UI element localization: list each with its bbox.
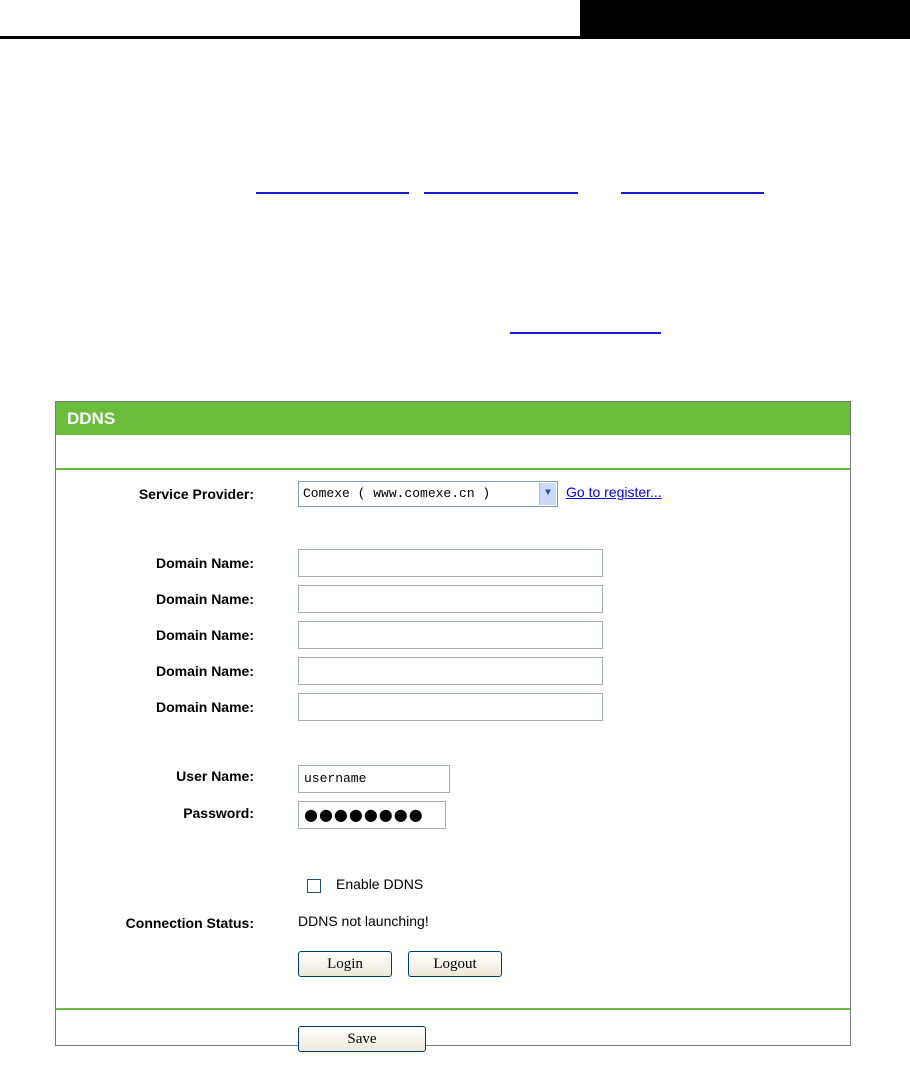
bottom-divider bbox=[56, 1008, 850, 1010]
service-provider-value: Comexe ( www.comexe.cn ) bbox=[303, 486, 491, 501]
panel-title: DDNS bbox=[56, 402, 850, 435]
document-link-2[interactable] bbox=[424, 192, 578, 194]
document-link-4[interactable] bbox=[510, 332, 661, 334]
domain-name-input-4[interactable] bbox=[298, 657, 603, 685]
save-button[interactable]: Save bbox=[298, 1026, 426, 1052]
password-input[interactable]: ●●●●●●●● bbox=[298, 801, 446, 829]
ddns-panel bbox=[55, 401, 851, 1046]
domain-name-label-5: Domain Name: bbox=[155, 699, 254, 715]
connection-status-value: DDNS not launching! bbox=[298, 913, 429, 929]
logout-button[interactable]: Logout bbox=[408, 951, 502, 977]
service-provider-select[interactable] bbox=[298, 481, 558, 507]
domain-name-input-3[interactable] bbox=[298, 621, 603, 649]
domain-name-label-3: Domain Name: bbox=[155, 627, 254, 643]
top-divider bbox=[56, 468, 850, 470]
document-header-rule bbox=[0, 36, 580, 39]
domain-name-label-4: Domain Name: bbox=[155, 663, 254, 679]
document-link-3[interactable] bbox=[621, 192, 764, 194]
password-label: Password: bbox=[183, 805, 254, 821]
domain-name-label-1: Domain Name: bbox=[155, 555, 254, 571]
domain-name-input-5[interactable] bbox=[298, 693, 603, 721]
domain-name-input-2[interactable] bbox=[298, 585, 603, 613]
domain-name-label-2: Domain Name: bbox=[155, 591, 254, 607]
domain-name-input-1[interactable] bbox=[298, 549, 603, 577]
document-header-block bbox=[580, 0, 910, 39]
username-input[interactable]: username bbox=[298, 765, 450, 793]
enable-ddns-checkbox[interactable] bbox=[307, 879, 321, 893]
enable-ddns-label: Enable DDNS bbox=[336, 876, 424, 892]
document-link-1[interactable] bbox=[256, 192, 409, 194]
chevron-down-icon[interactable]: ▼ bbox=[539, 483, 556, 505]
go-to-register-link[interactable]: Go to register... bbox=[566, 484, 662, 500]
connection-status-label: Connection Status: bbox=[125, 915, 254, 931]
service-provider-label: Service Provider: bbox=[138, 486, 254, 502]
login-button[interactable]: Login bbox=[298, 951, 392, 977]
username-label: User Name: bbox=[176, 768, 254, 784]
